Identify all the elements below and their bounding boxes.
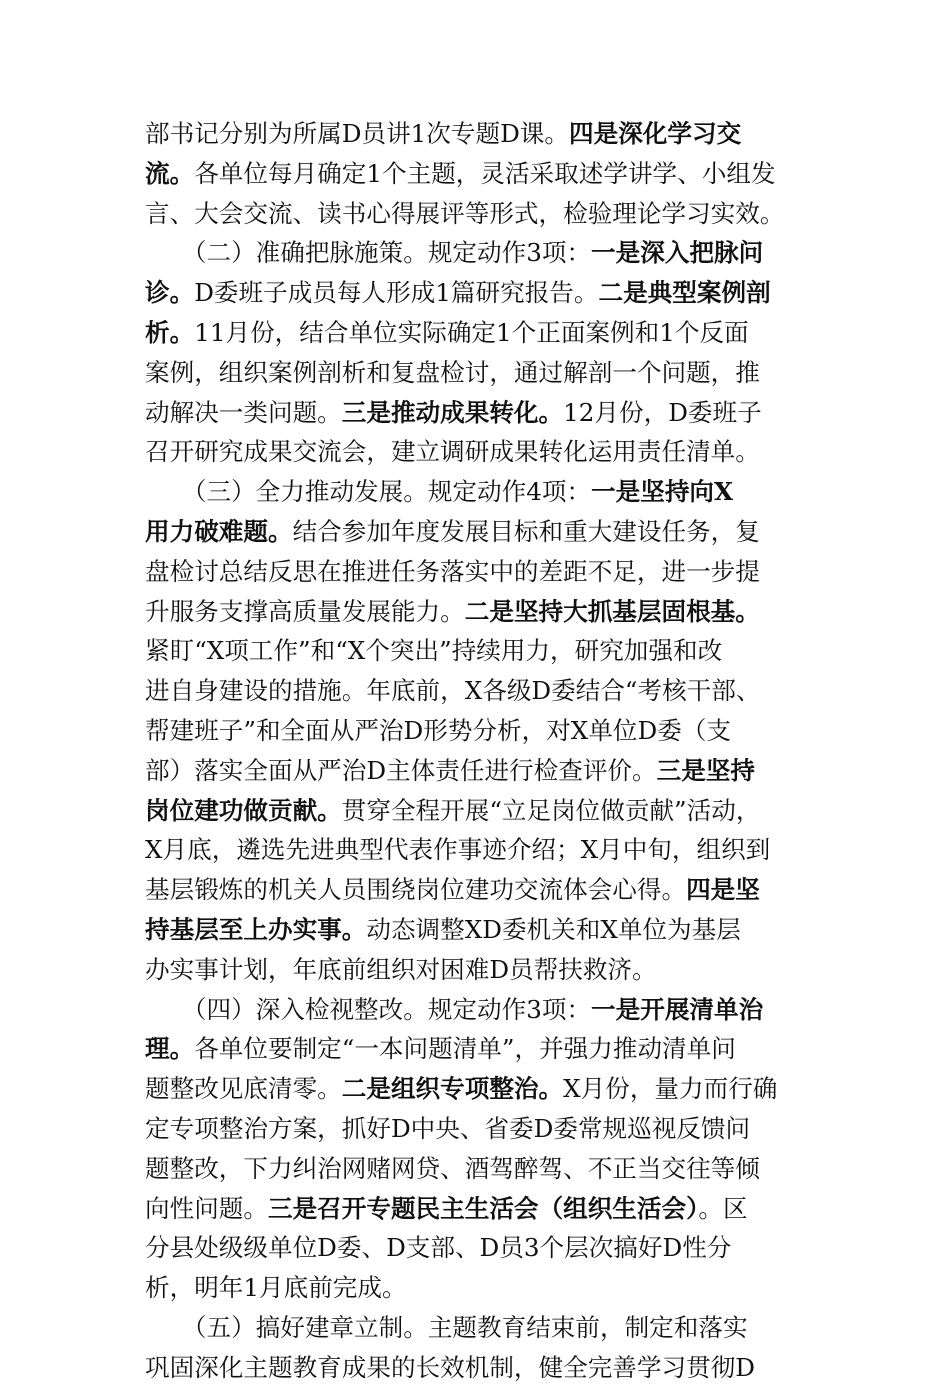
text-segment: 题整改见底清零。: [145, 1074, 342, 1104]
text-segment: 各单位每月确定1个主题，灵活采取述学讲学、小组发: [194, 158, 776, 188]
text-line: [145, 631, 810, 671]
text-line: [145, 990, 810, 1030]
text-line: [145, 711, 810, 751]
text-segment: 办实事计划，年底前组织对困难D员帮扶救济。: [145, 954, 657, 984]
bold-text-segment: 持基层至上办实事。: [145, 914, 367, 944]
text-segment: 帮建班子”和全面从严治D形势分析，对X单位D委（支: [145, 715, 731, 745]
text-line: [145, 512, 810, 552]
text-segment: 动态调整XD委机关和X单位为基层: [366, 914, 741, 944]
text-line: [145, 273, 810, 313]
text-segment: 部书记分别为所属D员讲1次专题D课。: [145, 119, 569, 148]
text-segment: 11月份，结合单位实际确定1个正面案例和1个反面: [194, 317, 749, 347]
text-segment: D委班子成员每人形成1篇研究报告。: [194, 278, 599, 308]
text-segment: 基层锻炼的机关人员围绕岗位建功交流体会心得。: [145, 875, 687, 905]
text-line: [145, 1348, 810, 1388]
text-line: [145, 751, 810, 791]
text-line: [145, 1228, 810, 1268]
text-segment: 析，明年1月底前完成。: [145, 1273, 407, 1303]
text-line: [145, 830, 810, 870]
text-segment: （四）深入检视整改。规定动作3项：: [145, 994, 592, 1024]
bold-text-segment: 四是深化学习交: [569, 119, 742, 148]
bold-text-segment: 四是坚: [686, 875, 760, 905]
bold-text-segment: 二是典型案例剖: [598, 278, 771, 308]
text-line: [145, 353, 810, 393]
bold-text-segment: 一是深入把脉问: [591, 238, 764, 268]
text-segment: 言、大会交流、读书心得展评等形式，检验理论学习实效。: [145, 198, 785, 228]
text-segment: 结合参加年度发展目标和重大建设任务，复: [292, 516, 760, 546]
text-segment: （五）搞好建章立制。主题教育结束前，制定和落实: [145, 1312, 748, 1342]
text-line: [145, 671, 810, 711]
text-segment: 。区: [698, 1193, 748, 1223]
text-segment: 升服务支撑高质量发展能力。: [145, 596, 465, 626]
bold-text-segment: 诊。: [145, 278, 195, 308]
text-line: [145, 114, 810, 154]
text-segment: （二）准确把脉施策。规定动作3项：: [145, 238, 592, 268]
text-line: [145, 950, 810, 990]
text-segment: 各单位要制定“一本问题清单”，并强力推动清单问: [194, 1034, 736, 1064]
text-segment: 召开研究成果交流会，建立调研成果转化运用责任清单。: [145, 437, 760, 467]
text-line: [145, 870, 810, 910]
text-segment: 进自身建设的措施。年底前，X各级D委结合“考核干部、: [145, 676, 761, 706]
text-line: [145, 472, 810, 512]
text-line: [145, 393, 810, 433]
text-segment: 定专项整治方案，抓好D中央、省委D委常规巡视反馈问: [145, 1113, 751, 1143]
text-line: [145, 432, 810, 472]
text-line: [145, 791, 810, 831]
text-line: [145, 1149, 810, 1189]
text-segment: X月底，遴选先进典型代表作事迹介绍；X月中旬，组织到: [145, 835, 771, 865]
text-segment: 部）落实全面从严治D主体责任进行检查评价。: [145, 755, 657, 785]
text-segment: 紧盯“X项工作”和“X个突出”持续用力，研究加强和改: [145, 636, 723, 666]
bold-text-segment: 流。: [145, 158, 195, 188]
document-body: [145, 114, 810, 1388]
text-segment: 题整改，下力纠治网赌网贷、酒驾醉驾、不正当交往等倾: [145, 1153, 760, 1183]
bold-text-segment: 二是组织专项整治。: [341, 1074, 564, 1104]
bold-text-segment: 二是坚持大抓基层固根基。: [464, 596, 760, 626]
text-segment: X月份，量力而行确: [563, 1074, 778, 1104]
text-line: [145, 194, 810, 234]
text-line: [145, 313, 810, 353]
text-segment: 贯穿全程开展“立足岗位做贡献”活动，: [341, 795, 761, 825]
bold-text-segment: 一是开展清单治: [591, 994, 764, 1024]
text-line: [145, 1308, 810, 1348]
text-segment: 向性问题。: [145, 1193, 268, 1223]
text-line: [145, 910, 810, 950]
text-segment: 巩固深化主题教育成果的长效机制，健全完善学习贯彻D: [145, 1352, 755, 1382]
bold-text-segment: 一是坚持向X: [591, 477, 734, 507]
text-line: [145, 1069, 810, 1109]
text-segment: 12月份，D委班子: [563, 397, 762, 427]
bold-text-segment: 三是召开专题民主生活会（组织生活会）: [267, 1193, 699, 1223]
text-segment: （三）全力推动发展。规定动作4项：: [145, 477, 592, 507]
text-segment: 案例，组织案例剖析和复盘检讨，通过解剖一个问题，推: [145, 357, 760, 387]
text-line: [145, 1029, 810, 1069]
text-line: [145, 592, 810, 632]
text-line: [145, 1268, 810, 1308]
text-line: [145, 233, 810, 273]
bold-text-segment: 析。: [145, 317, 195, 347]
bold-text-segment: 三是推动成果转化。: [341, 397, 564, 427]
text-line: [145, 1189, 810, 1229]
text-segment: 动解决一类问题。: [145, 397, 342, 427]
bold-text-segment: 理。: [145, 1034, 195, 1064]
text-line: [145, 154, 810, 194]
bold-text-segment: 用力破难题。: [145, 516, 293, 546]
text-segment: 分县处级级单位D委、D支部、D员3个层次搞好D性分: [145, 1233, 732, 1263]
text-line: [145, 1109, 810, 1149]
bold-text-segment: 三是坚持: [656, 755, 755, 785]
bold-text-segment: 岗位建功做贡献。: [145, 795, 342, 825]
text-line: [145, 552, 810, 592]
text-segment: 盘检讨总结反思在推进任务落实中的差距不足，进一步提: [145, 556, 760, 586]
